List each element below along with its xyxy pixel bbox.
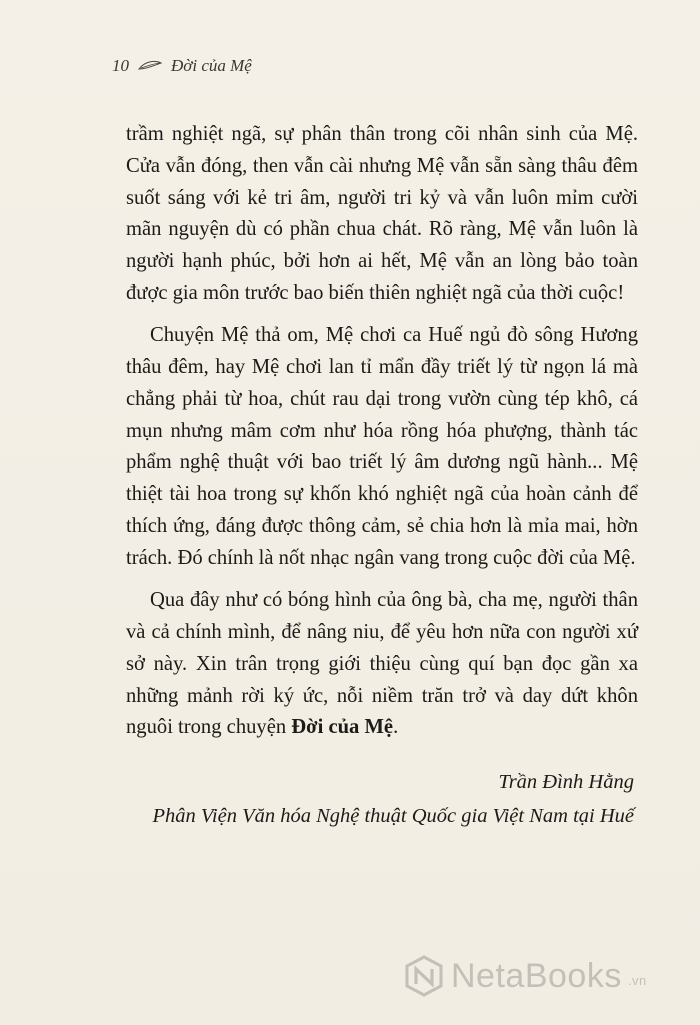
author-affiliation: Phân Viện Văn hóa Nghệ thuật Quốc gia Việt Nam tại Huế	[152, 805, 634, 827]
signature-block	[153, 765, 635, 833]
paragraph-3	[126, 585, 638, 744]
paragraph-3-text: Qua đây như có bóng hình của ông bà, cha mẹ, người thân và cả chính mình, để nâng niu, để yêu hơn nữa con người xứ sở này. Xin trân trọng giới thiệu cùng quí bạn đọc gần xa những mảnh rời ký ức, nỗi niềm trăn trở và day dứt khôn nguôi trong chuyện	[126, 589, 638, 739]
running-header	[112, 56, 252, 76]
leaf-ornament-icon	[137, 60, 163, 72]
page-number: 10	[112, 56, 129, 75]
paragraph-3-end: .	[393, 716, 399, 739]
book-title-bold: Đời của Mệ	[291, 716, 394, 739]
running-title: Đời của Mệ	[171, 56, 252, 75]
paragraph-2: Chuyện Mệ thả om, Mệ chơi ca Huế ngủ đò sông Hương thâu đêm, hay Mệ chơi lan tỉ mẩn đầy triết lý từ ngọn lá mà chẳng phải từ hoa, chút rau dại trong vườn cùng tép khô, cá mụn nhưng mâm cơm như hóa rồng hóa phượng, thành tác phẩm nghệ thuật với bao triết lý âm dương ngũ hành... Mệ thiệt tài hoa trong sự khốn khó nghiệt ngã của hoàn cảnh để thích ứng, đáng được thông cảm, sẻ chia hơn là mỉa mai, hờn trách. Đó chính là nốt nhạc ngân vang trong cuộc đời của Mệ.	[126, 324, 638, 569]
watermark-brand: NetaBooks	[451, 956, 622, 995]
author-name: Trần Đình Hằng	[498, 771, 634, 793]
netabooks-logo-icon	[403, 955, 445, 997]
watermark	[403, 955, 647, 997]
body-text	[126, 119, 638, 755]
paragraph-1: trầm nghiệt ngã, sự phân thân trong cõi nhân sinh của Mệ. Cửa vẫn đóng, then vẫn cài nhưng Mệ vẫn sẵn sàng thâu đêm suốt sáng với kẻ tri âm, người tri kỷ và vẫn luôn mỉm cười mãn nguyện dù có phần chua chát. Rõ ràng, Mệ vẫn luôn là người hạnh phúc, bởi hơn ai hết, Mệ vẫn an lòng bảo toàn được gia môn trước bao biến thiên nghiệt ngã của thời cuộc!	[126, 123, 638, 304]
watermark-suffix: .vn	[627, 973, 647, 988]
